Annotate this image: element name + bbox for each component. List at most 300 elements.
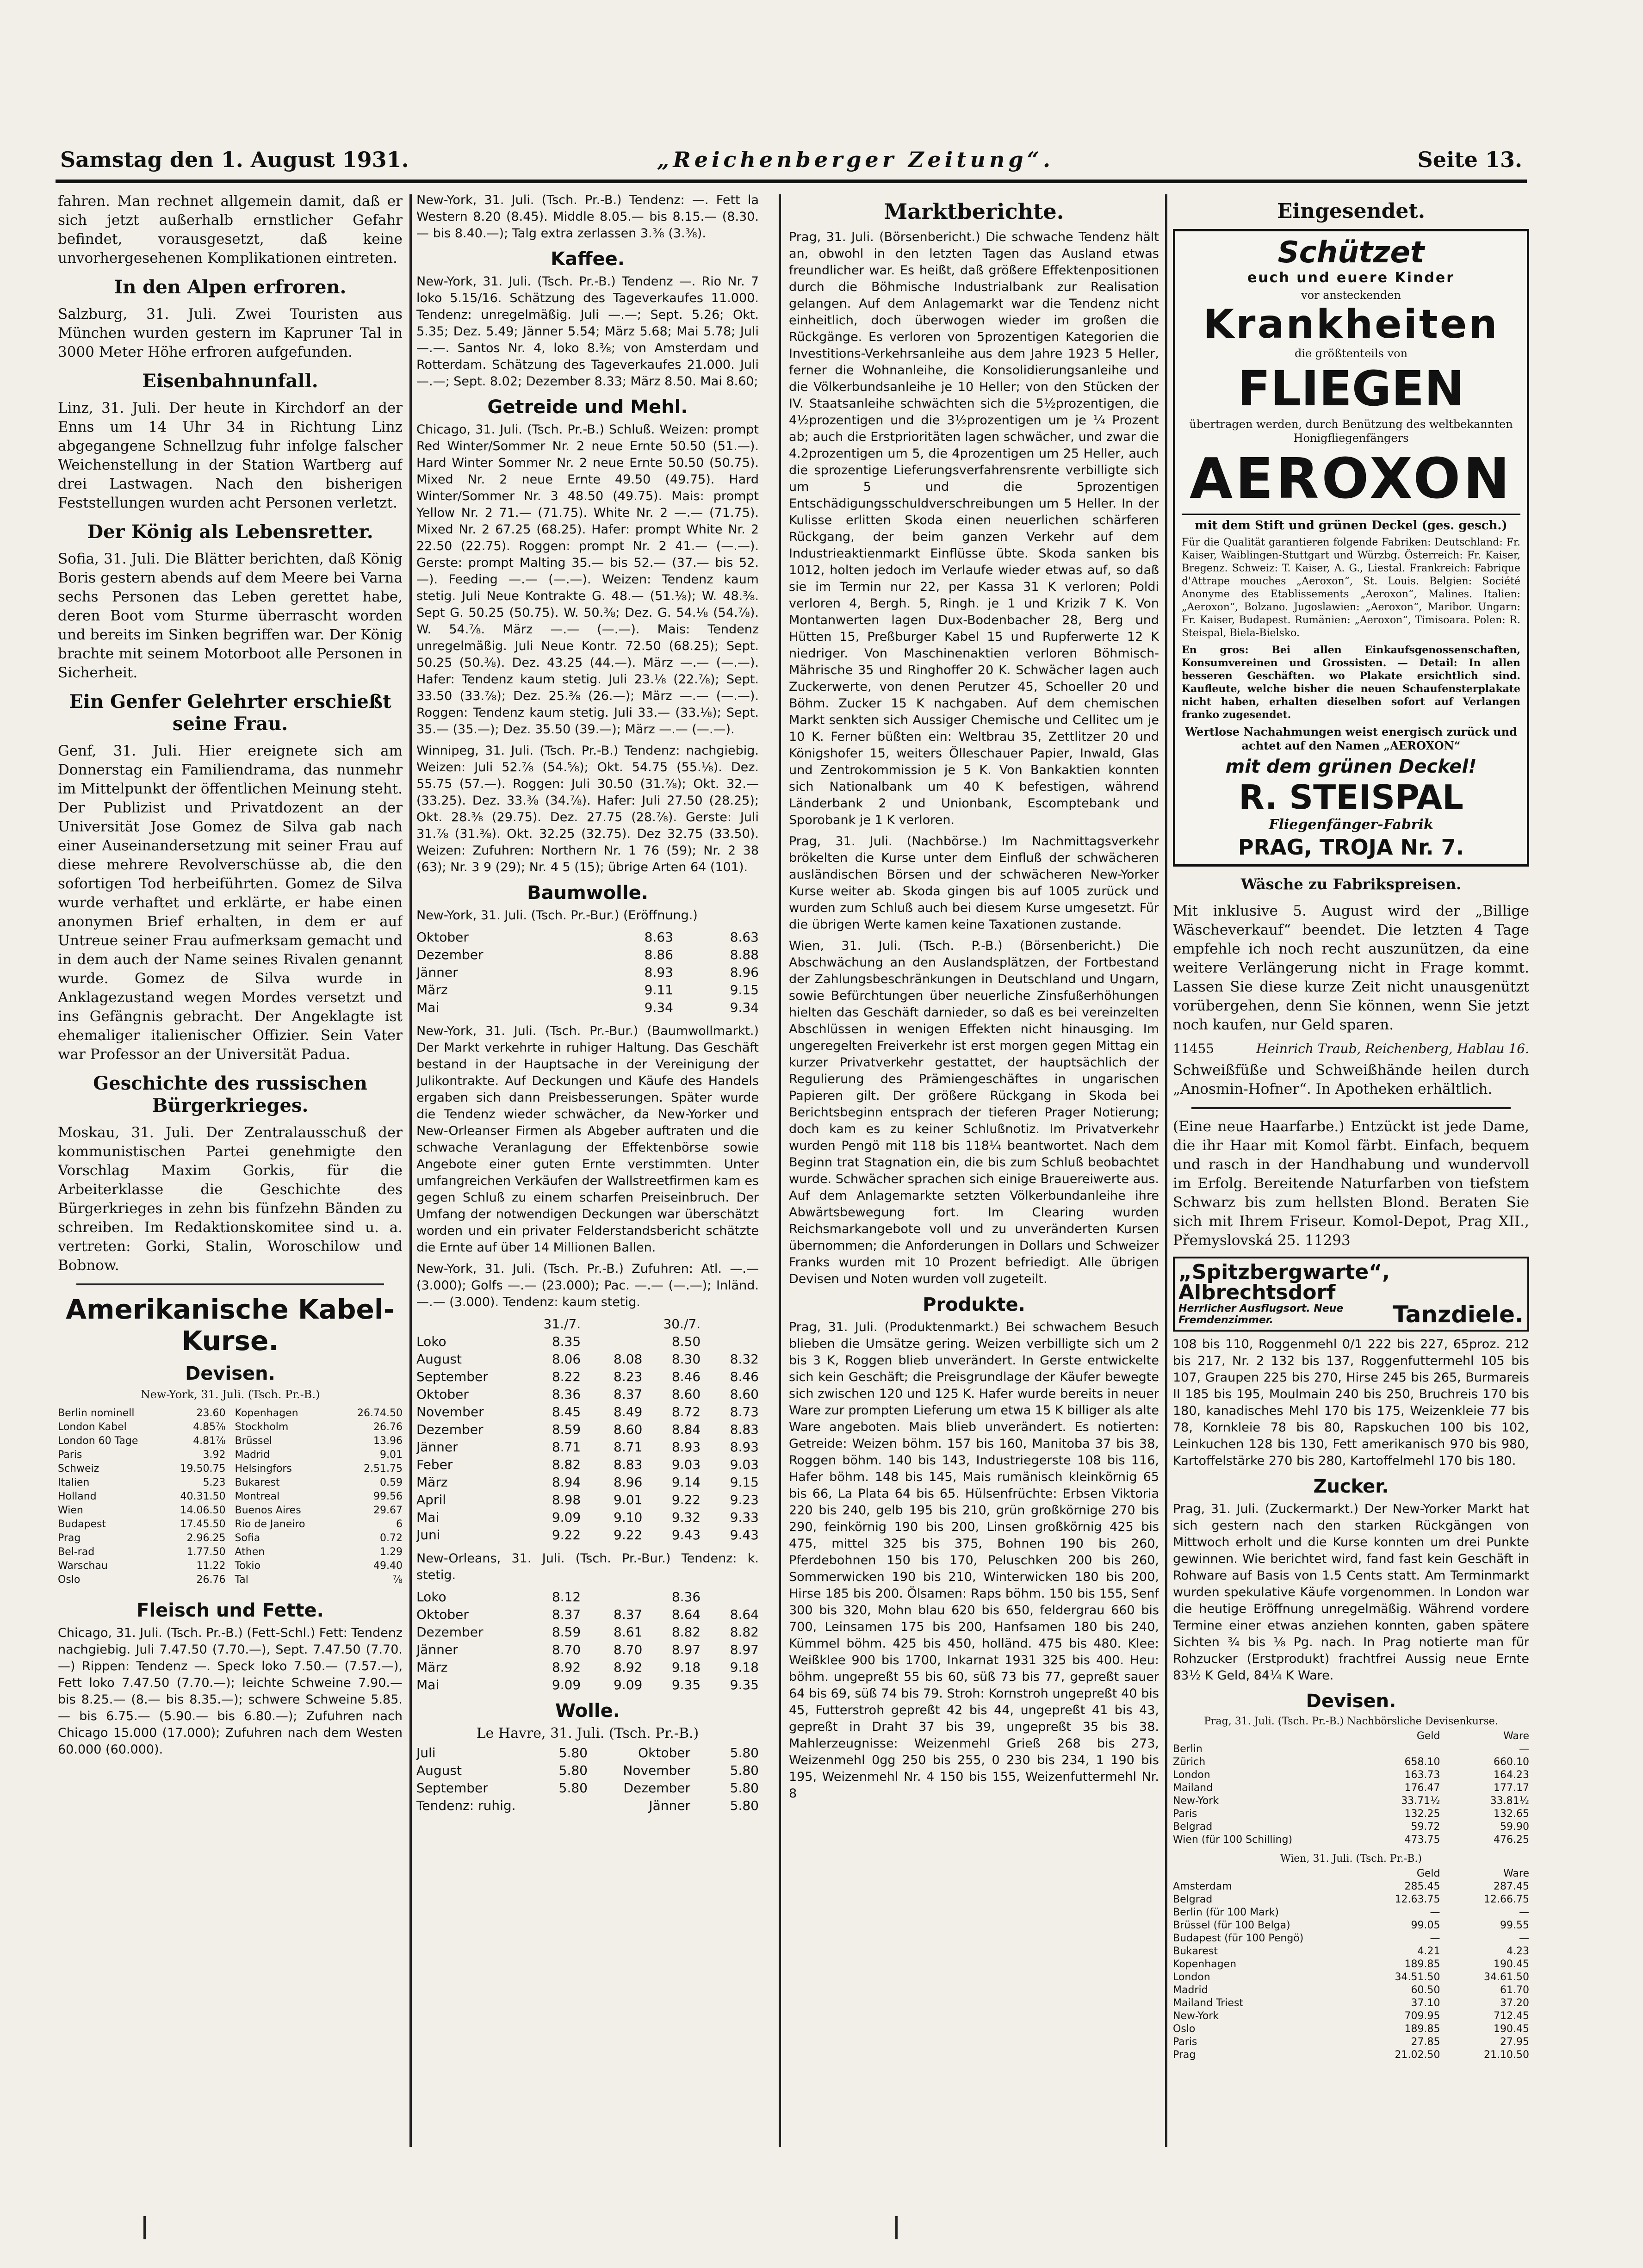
baumwolle-newyork-row-cell: 8.35 [552, 1334, 581, 1349]
waesche-signature [1173, 1041, 1529, 1056]
baumwolle-newyork-row-cell: 8.32 [730, 1351, 759, 1367]
baumwolle-newyork-row-cell: 31./7. [543, 1316, 581, 1332]
devisen-wien-row-cell: 12.63.75 [1395, 1894, 1440, 1905]
devisen-wien-row-cell: Amsterdam [1173, 1881, 1232, 1892]
baumwolle-newyork-row-cell: 8.60 [730, 1387, 759, 1402]
ad-krankheiten: Krankheiten [1203, 301, 1499, 347]
ad-line: mit dem Stift und grünen Deckel (ges. gesch.) [1182, 514, 1520, 533]
devisen-wien-row-cell: Kopenhagen [1173, 1958, 1237, 1970]
devisen-prag-row-cell [1173, 1730, 1351, 1743]
devisen-prag-row-cell: Zürich [1173, 1756, 1206, 1768]
baumwolle-neworleans-row [416, 1676, 759, 1694]
devisen-row-cell: Berlin nominell [58, 1407, 135, 1419]
article-text: Moskau, 31. Juli. Der Zentralausschuß der kommunistischen Partei genehmigte den Vorschlag Maxim Gorkis, für die Arbeiterklasse die Geschichte des Bürgerkrieges in zehn bis fünfzehn Bänden zu schreiben. Im Redaktionskomitee sind u. a. vertreten: Gorki, Stalin, Woroschilow und Bobnow. [58, 1124, 403, 1274]
baumwolle-newyork-row-cell [581, 1315, 642, 1333]
baumwolle-newyork-row-cell: 8.98 [552, 1492, 581, 1507]
header-title: „Reichenberger Zeitung“. [657, 147, 1054, 172]
devisen-wien-row-cell: 61.70 [1500, 1984, 1529, 1996]
devisen-row-cell: Tokio [235, 1560, 260, 1572]
baumwolle-neworleans-row-cell: 8.37 [614, 1607, 643, 1622]
devisen-wien-row-cell: — [1519, 1933, 1529, 1944]
winnipeg-text: Winnipeg, 31. Juli. (Tsch. Pr.-B.) Tendenz: nachgiebig. Weizen: Juli 52.⅞ (54.⅝); Okt. 54.75 (55.⅛). Dez. 55.75 (57.—). Roggen: Juli 30.50 (31.⅞); Okt. 32.— (33.25). Dez. 33.⅜ (34.⅞). Hafer: Juli 27.50 (28.25); Okt. 28.⅜ (29.75). Dez. 27.75 (28.⅞). Gerste: Juli 31.⅞ (31.⅜). Okt. 32.25 (32.75). Dez 32.75 (33.50). Weizen: Zufuhren: Northern Nr. 1 76 (59); Nr. 2 38 (63); Nr. 3 9 (29); Nr. 4 5 (15); übrige Arten 64 (101). [416, 744, 759, 874]
devisen-row-cell: Bukarest [235, 1477, 280, 1488]
ad-fliegen: FLIEGEN [1237, 360, 1465, 417]
devisen-table [58, 1404, 403, 1593]
baumwolle-newyork-row-cell: 8.23 [614, 1369, 643, 1384]
devisen-wien-row-cell: — [1430, 1907, 1440, 1918]
ad-line: übertragen werden, durch Benützung des weltbekannten Honigfliegenfängers [1189, 418, 1513, 445]
devisen-wien-row [1173, 1958, 1529, 1971]
baumwolle-title: Baumwolle. [527, 882, 648, 904]
devisen-wien-row-cell: — [1519, 1907, 1529, 1918]
devisen-row [58, 1518, 226, 1531]
baumwolle-newyork-row-cell: Mai [416, 1510, 440, 1525]
devisen-row-cell: 9.01 [380, 1449, 403, 1461]
mehl-text: 108 bis 110, Roggenmehl 0/1 222 bis 227, 65proz. 212 bis 217, Nr. 2 132 bis 137, Roggenfuttermehl 105 bis 107, Graupen 225 bis 270, Hirse 245 bis 265, Burmareis II 185 bis 195, Moulmain 240 bis 250, Bruchreis 170 bis 180, kanadisches Mehl 170 bis 175, Weizenkleie 77 bis 78, Kornkleie 78 bis 80, Rapskuchen 100 bis 102, Leinkuchen 128 bis 130, Fett amerikanisch 970 bis 980, Kartoffelstärke 270 bis 280, Kartoffelmehl 170 bis 180. [1173, 1337, 1529, 1468]
boersenbericht-text: Prag, 31. Juli. (Börsenbericht.) Die schwache Tendenz hält an, obwohl in den letzten Tagen das Ausland etwas freundlicher war. Es heißt, daß größere Effektenpositionen durch die Böhmische Industrialbank zur Realisation gelangen. Auf dem Anlagemarkt war die Tendenz nicht einheitlich, doch überwogen wieder im großen die Rückgänge. Es verloren von 5prozentigen Kategorien die Investitions-Verkehrsanleihe aus dem Jahre 1923 5 Heller, ferner die Wohnanleihe, die Konsolidierungsanleihe und die Völkerbundsanleihe je 10 Heller; von den Stücken der IV. Staatsanleihe schwächten sich die 5½prozentigen, die 4½prozentigen und die 3½prozentigen um je ¼ Prozent ab; auch die Erstprioritäten lagen schwächer, und zwar die 4.2prozentigen um 5, die 4prozentigen um 25 Heller, auch die sprozentige Lieferungsverfahrensrente verbilligte sich um 5 und die 5prozentigen Entschädigungsschuldverschreibungen um 5 Heller. In der Kulisse erlitten Skoda einen neuerlichen schärferen Rückgang, der beim ganzen Verkehr auf dem Industrieaktienmarkt Einflüsse übte. Skoda sanken bis 1012, holten jedoch im Verlaufe wieder etwas auf, so daß sie im Termin nur 22, per Kassa 31 K verloren; Poldi verloren 4, Bergh. 5, Ringh. je 1 und Krizik 7 K. Von Montanwerten lagen Dux-Bodenbacher 28, Berg und Hütten 15, Preßburger Kabel 15 und Rupferwerte 12 K niedriger. Von Maschinenaktien verloren Böhmisch-Mährische 35 und Ringhoffer 20 K. Schwächer lagen auch Zuckerwerte, von denen Perutzer 45, Schoeller 20 und Böhm. Zucker 15 K nachgaben. Auf dem chemischen Markt senkten sich Aussiger Chemische und Cellitec um je 10 K. Ferner büßten ein: Weltbrau 35, Zettlitzer 20 und Königshofer 15, weiters Ölleschauer Papier, Inwald, Glas und Zentrokommission je 5 K. Von Bankaktien konnten sich Nationalbank um 40 K befestigen, während Länderbank 2 und Unionbank, Escomptebank und Sporobank je 1 K verloren. [789, 230, 1159, 827]
baumwolle-row-cell: Oktober [416, 930, 469, 945]
article-title: In den Alpen erfroren. [114, 276, 347, 298]
devisen-wien-table [1173, 1867, 1529, 2062]
wolle-row [416, 1744, 759, 1762]
baumwolle-newyork-row [416, 1351, 759, 1368]
devisen-prag-row-cell: 473.75 [1404, 1834, 1440, 1846]
baumwolle-neworleans-table [416, 1588, 759, 1694]
devisen-row-cell: 99.56 [373, 1491, 403, 1502]
baumwolle-newyork-row-cell: 8.82 [552, 1457, 581, 1472]
baumwolle-newyork-row-cell: 9.22 [671, 1492, 701, 1507]
ad-address: PRAG, TROJA Nr. 7. [1238, 835, 1464, 860]
baumwolle-newyork-row-cell: 8.93 [671, 1439, 701, 1455]
devisen-wien-row-cell: 21.10.50 [1484, 2049, 1529, 2061]
baumwolle-neworleans-row-cell: 8.92 [552, 1660, 581, 1675]
fleisch-title: Fleisch und Fette. [136, 1600, 324, 1621]
devisen-row [235, 1407, 403, 1420]
devisen-prag-row-cell: 59.72 [1411, 1821, 1440, 1833]
baumwolle-neworleans-row-cell: 8.97 [671, 1642, 701, 1657]
baumwolle-row-cell: 9.11 [644, 982, 673, 998]
devisen-wien-row-cell: 190.45 [1494, 2023, 1529, 2035]
baumwolle-neworleans-row-cell: Jänner [416, 1642, 458, 1657]
article-title: Eisenbahnunfall. [142, 370, 318, 392]
devisen-wien-row-cell: 99.55 [1500, 1920, 1529, 1931]
devisen-wien-row-cell: 21.02.50 [1395, 2049, 1440, 2061]
wolle-subtitle: Le Havre, 31. Juli. (Tsch. Pr.-B.) [476, 1725, 699, 1741]
article-title: Ein Genfer Gelehrter erschießt seine Frau. [69, 691, 391, 735]
waesche-title: Wäsche zu Fabrikspreisen. [1240, 875, 1462, 893]
spitzbergwarte-row [1178, 1303, 1524, 1326]
baumwolle-newyork-row-cell: Oktober [416, 1387, 469, 1402]
ad-brand-logo: AEROXON [1190, 447, 1513, 511]
baumwolle-newyork-row-cell: 8.71 [552, 1439, 581, 1455]
baumwolle-newyork-row-cell: 8.46 [730, 1369, 759, 1384]
haarfarbe-text: (Eine neue Haarfarbe.) Entzückt ist jede Dame, die ihr Haar mit Komol färbt. Einfach, bequem und rasch in der Handhabung und wundervoll im Erfolg. Bereitende Naturfarben von tiefstem Schwarz bis zum hellsten Blond. Beraten Sie sich mit Ihrem Friseur. Komol-Depot, Prag XII., Přemyslovská 25. 11293 [1173, 1118, 1529, 1249]
devisen-row-cell: Rio de Janeiro [235, 1518, 305, 1530]
devisen-row-cell: 1.77.50 [186, 1546, 226, 1558]
baumwolle-neworleans-row [416, 1588, 759, 1606]
article-title: Geschichte des russischen Bürgerkrieges. [93, 1072, 367, 1116]
baumwolle-newyork-text: New-York, 31. Juli. (Tsch. Pr.-B.) Zufuhren: Atl. —.— (3.000); Golfs —.— (23.000); Pac. —.— (—.—); Inländ. —.— (3.000). Tendenz: kaum stetig. [416, 1262, 759, 1309]
spitzbergwarte-ad [1173, 1257, 1529, 1332]
devisen-wien-row-cell: Belgrad [1173, 1894, 1213, 1905]
devisen-prag-row-cell: Geld [1416, 1730, 1440, 1742]
devisen-wien-row-cell: Paris [1173, 2036, 1197, 2048]
devisen-prag-row-cell: Mailand [1173, 1782, 1213, 1794]
baumwolle-neworleans-row-cell: Dezember [416, 1624, 484, 1640]
baumwolle-newyork-row-cell [581, 1333, 642, 1351]
ad-number: 11455 [1173, 1041, 1215, 1056]
devisen-row-cell: 5.23 [203, 1477, 226, 1488]
baumwolle-newyork-row [416, 1315, 759, 1333]
article-continuation: fahren. Man rechnet allgemein damit, daß er sich jetzt außerhalb ernstlicher Gefahr befindet, vorausgesetzt, daß keine unvorhergesehenen Komplikationen eintreten. [58, 193, 403, 266]
baumwolle-newyork-row-cell: 8.36 [552, 1387, 581, 1402]
devisen-wien-row-cell: 34.61.50 [1484, 1971, 1529, 1983]
devisen-prag-row-cell: 177.17 [1494, 1782, 1529, 1794]
kaffee-text: New-York, 31. Juli. (Tsch. Pr.-B.) Tendenz —. Rio Nr. 7 loko 5.15/16. Schätzung des Tageverkaufes 11.000. Tendenz: unregelmäßig. Juli —.—; Sept. 5.26; Okt. 5.35; Dez. 5.49; Jänner 5.54; März 5.68; Mai 5.78; Juli —.—. Santos Nr. 4, loko 8.⅜; von Amsterdam und Rotterdam. Schätzung des Tageverkaufes 21.000. Juli —.—; Sept. 8.02; Dezember 8.33; März 8.50. Mai 8.60; [416, 274, 759, 389]
baumwolle-row-cell: Dezember [416, 947, 484, 962]
baumwolle-newyork-row-cell: 8.08 [614, 1351, 643, 1367]
devisen-row-cell: Buenos Aires [235, 1505, 301, 1516]
baumwolle-neworleans-row-cell: 9.09 [552, 1677, 581, 1692]
section-divider [76, 1283, 384, 1285]
baumwolle-row-cell: 8.63 [730, 930, 759, 945]
wolle-row-cell: Jänner [649, 1798, 690, 1813]
devisen-row [58, 1573, 226, 1587]
baumwolle-newyork-row-cell: April [416, 1492, 446, 1507]
baumwolle-newyork-row [416, 1491, 759, 1509]
devisen-row [235, 1462, 403, 1476]
devisen-row-cell: Helsingfors [235, 1463, 292, 1475]
devisen-row [235, 1490, 403, 1504]
header-date: Samstag den 1. August 1931. [60, 147, 409, 172]
baumwolle-newyork-row-cell: Juni [416, 1527, 440, 1543]
fleisch-text: Chicago, 31. Juli. (Tsch. Pr.-B.) (Fett-Schl.) Fett: Tendenz nachgiebig. Juli 7.47.50 (7.70.—), Sept. 7.47.50 (7.70.—) Rippen: Tendenz —. Speck loko 7.50.— (7.57.—), Fett loko 7.47.50 (7.70.—); leichte Schweine 7.90.— bis 8.25.— (8.— bis 8.35.—); schwere Schweine 5.85.— bis 6.75.— (5.90.— bis 6.80.—); Zufuhren nach Chicago 15.000 (17.000); Zufuhren nach dem Westen 60.000 (60.000). [58, 1626, 403, 1757]
baumwolle-newyork-row-cell: 8.93 [730, 1439, 759, 1455]
devisen-wien-row-cell: 189.85 [1404, 1958, 1440, 1970]
devisen-row-cell: ⅞ [392, 1574, 403, 1586]
devisen-wien-row-cell: 60.50 [1411, 1984, 1440, 1996]
devisen-prag-row [1173, 1821, 1529, 1834]
wolle-table [416, 1744, 759, 1815]
baumwolle-row-cell: 8.93 [644, 965, 673, 980]
devisen-wien-row-cell: Madrid [1173, 1984, 1208, 1996]
baumwolle-newyork-row-cell: August [416, 1351, 462, 1367]
ad-line: euch und euere Kinder [1247, 270, 1455, 286]
devisen-row-cell: 14.06.50 [180, 1505, 226, 1516]
column-3 [789, 192, 1159, 2158]
baumwolle-row-cell: 8.96 [730, 965, 759, 980]
kaffee-title: Kaffee. [551, 248, 625, 270]
marktberichte-title: Marktberichte. [884, 199, 1064, 224]
devisen-subtitle: Prag, 31. Juli. (Tsch. Pr.-B.) Nachbörsliche Devisenkurse. [1204, 1716, 1498, 1727]
devisen-wien-row-cell: Budapest (für 100 Pengö) [1173, 1933, 1304, 1944]
header-page-number: Seite 13. [1417, 147, 1522, 172]
devisen-wien-row [1173, 1971, 1529, 1984]
baumwolle-newyork-table [416, 1315, 759, 1544]
devisen-wien-row-cell: 37.10 [1411, 1997, 1440, 2009]
baumwolle-neworleans-row-cell: 9.35 [671, 1677, 701, 1692]
baumwolle-row-cell: 9.34 [644, 1000, 673, 1015]
devisen-wien-row [1173, 1867, 1529, 1880]
baumwolle-neworleans-row-cell [701, 1588, 759, 1606]
ad-line: vor ansteckenden [1301, 289, 1401, 302]
baumwolle-newyork-row-cell: 8.96 [614, 1475, 643, 1490]
baumwolle-row-cell: 9.34 [730, 1000, 759, 1015]
baumwolle-newyork-row-cell: 8.73 [730, 1404, 759, 1419]
devisen-row-cell: Schweiz [58, 1463, 99, 1475]
devisen-wien-row-cell: 287.45 [1494, 1881, 1529, 1892]
devisen-prag-row-cell: 132.25 [1404, 1808, 1440, 1820]
baumwolle-row [416, 964, 759, 981]
devisen-prag-row-cell: Berlin [1173, 1743, 1203, 1755]
devisen-wien-row-cell: 99.05 [1411, 1920, 1440, 1931]
devisen-wien-row [1173, 1997, 1529, 2010]
waesche-text: Mit inklusive 5. August wird der „Billige Wäscheverkauf“ beendet. Die letzten 4 Tage empfehle ich noch recht auszunützen, da eine weitere Verlängerung nicht in Frage kommt. Lassen Sie diese kurze Zeit nicht unausgenützt vorübergehen, denn Sie können, wenn Sie jetzt noch kaufen, nur Geld sparen. [1173, 903, 1529, 1033]
devisen-wien-row-cell: 712.45 [1494, 2010, 1529, 2022]
baumwolle-newyork-row [416, 1368, 759, 1386]
baumwolle-neworleans-row-cell: März [416, 1660, 448, 1675]
devisen-wien-row-cell: Bukarest [1173, 1946, 1218, 1957]
devisen-prag-row-cell: Ware [1503, 1730, 1529, 1742]
baumwolle-neworleans-row-cell [581, 1588, 642, 1606]
devisen-wien-row-cell: 4.23 [1507, 1946, 1529, 1957]
baumwolle-newyork-row-cell: 9.01 [614, 1492, 643, 1507]
devisen-prag-row-cell: 660.10 [1494, 1756, 1529, 1768]
ad-fabrik: Fliegenfänger-Fabrik [1269, 817, 1433, 833]
baumwolle-neworleans-row [416, 1624, 759, 1641]
devisen-row-cell: Tal [235, 1574, 248, 1586]
column-1 [58, 192, 403, 2158]
baumwolle-neworleans-row-cell: 9.18 [671, 1660, 701, 1675]
devisen-row [58, 1448, 226, 1462]
devisen-row-cell: 2.51.75 [364, 1463, 403, 1475]
devisen-prag-row-cell: Belgrad [1173, 1821, 1213, 1833]
devisen-row [235, 1434, 403, 1448]
devisen-row-cell: 2.96.25 [186, 1532, 226, 1544]
devisen-row-cell: 26.76 [373, 1421, 403, 1433]
baumwolle-neworleans-row-cell: 8.70 [552, 1642, 581, 1657]
produktenmarkt-text: Prag, 31. Juli. (Produktenmarkt.) Bei schwachem Besuch blieben die Umsätze gering. Weizen verbilligte sich um 2 bis 3 K, Roggen blieb unverändert. In Gerste entwickelte sich kein Geschäft; die Preisgrundlage der Käufer bewegte sich zwischen 120 und 125 K. Hafer wurde bereits in neuer Ware zur prompten Lieferung um etwa 15 K billiger als alte Ware angeboten. Mais blieb unverändert. Es notierten: Getreide: Weizen böhm. 157 bis 160, Manitoba 37 bis 38, Roggen böhm. 140 bis 143, Industriegerste 108 bis 116, Hafer böhm. 148 bis 145, Mais rumänisch kleinkörnig 65 bis 66, La Plata 64 bis 65. Hülsenfrüchte: Erbsen Viktoria 220 bis 240, gelb 195 bis 210, grün großkörnige 270 bis 290, feinkörnig 190 bis 200, Linsen großkörnig 425 bis 475, mittel 325 bis 375, Bohnen 190 bis 260, Pferdebohnen 150 bis 170, Peluschken 200 bis 260, Sommerwicken 190 bis 210, Winterwicken 180 bis 200, Hirse 185 bis 200. Ölsamen: Raps böhm. 150 bis 155, Senf 300 bis 320, Mohn blau 620 bis 650, feldergrau 660 bis 700, Leinsamen 175 bis 200, Hanfsamen 180 bis 240, Kümmel böhm. 425 bis 450, holländ. 475 bis 480. Klee: Weißklee 900 bis 1700, Inkarnat 1931 325 bis 400. Heu: böhm. ungepreßt 55 bis 60, süß 73 bis 77, gepreßt sauer 64 bis 69, süß 74 bis 79. Stroh: Kornstroh ungepreßt 40 bis 45, Futterstroh gepreßt 42 bis 44, ungepreßt 41 bis 43, gepreßt in Draht 37 bis 39, ungepreßt 35 bis 38. Mahlerzeugnisse: Weizenmehl Grieß 268 bis 273, Weizenmehl 0gg 250 bis 255, 0 230 bis 234, 1 190 bis 195, Weizenmehl Nr. 4 150 bis 155, Weizenfuttermehl Nr. 8 [789, 1320, 1159, 1801]
getreide-title: Getreide und Mehl. [487, 397, 688, 418]
schweiss-text: Schweißfüße und Schweißhände heilen durch „Anosmin-Hofner“. In Apotheken erhältlich. [1173, 1062, 1529, 1097]
baumwolle-row [416, 929, 759, 946]
baumwolle-newyork-row [416, 1438, 759, 1456]
baumwolle-row-cell: März [416, 982, 448, 998]
devisen-row [235, 1573, 403, 1587]
baumwolle-newyork-row-cell: 9.33 [730, 1510, 759, 1525]
devisen-row-cell: 11.22 [196, 1560, 226, 1572]
devisen-prag-row-cell: London [1173, 1769, 1210, 1781]
spitzbergwarte-tanz: Tanzdiele. [1393, 1301, 1524, 1328]
baumwolle-newyork-row-cell: 8.22 [552, 1369, 581, 1384]
devisen-wien-row-cell: — [1430, 1933, 1440, 1944]
devisen-wien-row-cell: Mailand Triest [1173, 1997, 1244, 2009]
baumwolle-subtitle: New-York, 31. Juli. (Tsch. Pr.-Bur.) (Eröffnung.) [416, 908, 698, 923]
baumwolle-neworleans-row-cell: 8.97 [730, 1642, 759, 1657]
baumwolle-row [416, 999, 759, 1016]
baumwolle-row-cell: 8.63 [644, 930, 673, 945]
devisen-row [235, 1518, 403, 1531]
devisen-row [235, 1559, 403, 1573]
wolle-row-cell: Dezember [623, 1780, 690, 1796]
baumwolle-newyork-row-cell: 8.06 [552, 1351, 581, 1367]
devisen-row-cell: Oslo [58, 1574, 81, 1586]
devisen-row-cell: 26.76 [196, 1574, 226, 1586]
baumwolle-neworleans-row-cell: 8.82 [671, 1624, 701, 1640]
devisen-wien-row-cell: 189.85 [1404, 2023, 1440, 2035]
devisen-prag-row-cell: 33.81½ [1490, 1795, 1529, 1807]
baumwolle-neworleans-row-cell: Oktober [416, 1607, 469, 1622]
devisen-wien-row-cell: New-York [1173, 2010, 1219, 2022]
devisen-prag-row [1173, 1730, 1529, 1743]
baumwolle-newyork-row-cell: 9.22 [552, 1527, 581, 1543]
baumwolle-neworleans-row-cell: 8.82 [730, 1624, 759, 1640]
baumwolle-newyork-row-cell: Loko [416, 1334, 446, 1349]
devisen-row-cell: 4.85⅞ [193, 1421, 226, 1433]
baumwolle-newyork-row-cell: 8.30 [671, 1351, 701, 1367]
zucker-title: Zucker. [1313, 1476, 1389, 1497]
getreide-text: Chicago, 31. Juli. (Tsch. Pr.-B.) Schluß. Weizen: prompt Red Winter/Sommer Nr. 2 neue Ernte 50.50 (51.—). Hard Winter Sommer Nr. 2 neue Ernte 50.50 (50.75). Mixed Nr. 2 neue Ernte 49.50 (49.75). Hard Winter/Sommer Nr. 3 48.50 (49.75). Mais: prompt Yellow Nr. 2 71.— (71.75). White Nr. 2 —.— (71.75). Mixed Nr. 2 67.25 (68.25). Hafer: prompt White Nr. 2 22.50 (22.75). Roggen: prompt Nr. 2 41.— (—.—). Gerste: prompt Malting 35.— bis 52.— (37.— bis 52.—). Feeding —.— (—.—). Weizen: Tendenz kaum stetig. Juli Neue Kontrakte G. 48.— (51.⅛); W. 48.⅜. Sept G. 50.25 (50.75). W. 50.⅜; Dez. G. 54.⅛ (54.⅞). W. 54.⅞. März —.— (—.—). Mais: Tendenz unregelmäßig. Juli Neue Kontr. 72.50 (68.25); Sept. 50.25 (50.⅜). Dez. 43.25 (44.—). März —.— (—.—). Hafer: Tendenz kaum stetig. Juli 23.⅛ (22.⅞); Sept. 33.50 (33.⅞); Dez. 25.⅜ (26.—); März —.— (—.—). Roggen: Tendenz kaum stetig. Juli 33.— (33.⅛); Sept. 35.— (35.—); Dez. 35.50 (39.—); März —.— (—.—). [416, 422, 759, 737]
devisen-wien-row [1173, 1945, 1529, 1958]
baumwolle-newyork-row-cell: 8.72 [671, 1404, 701, 1419]
baumwolle-newyork-row-cell: 9.14 [671, 1475, 701, 1490]
baumwolle-newyork-row-cell: 9.10 [614, 1510, 643, 1525]
devisen-wien-row-cell: Brüssel (für 100 Belga) [1173, 1920, 1290, 1931]
baumwolle-newyork-row-cell: Jänner [416, 1439, 458, 1455]
devisen-prag-row-cell: 176.47 [1404, 1782, 1440, 1794]
baumwolle-neworleans-row-cell: 8.70 [614, 1642, 643, 1657]
devisen-wien-row [1173, 2049, 1529, 2062]
devisen-row-cell: Holland [58, 1491, 97, 1502]
baumwolle-newyork-row-cell: 8.83 [614, 1457, 643, 1472]
baumwolle-newyork-row [416, 1386, 759, 1403]
devisen-row-cell: 49.40 [373, 1560, 403, 1572]
baumwolle-neworleans-text: New-Orleans, 31. Juli. (Tsch. Pr.-Bur.) Tendenz: k. stetig. [416, 1551, 759, 1582]
baumwolle-newyork-row-cell: 9.22 [614, 1527, 643, 1543]
devisen-row [235, 1504, 403, 1518]
baumwolle-newyork-row [416, 1333, 759, 1351]
devisen-prag-row-cell: 164.23 [1494, 1769, 1529, 1781]
devisen-row-cell: Madrid [235, 1449, 270, 1461]
article-text: Salzburg, 31. Juli. Zwei Touristen aus München wurden gestern im Kapruner Tal in 3000 Meter Höhe erfroren aufgefunden. [58, 306, 403, 360]
baumwolle-newyork-row-cell: 9.03 [671, 1457, 701, 1472]
devisen-wien-row-cell: 12.66.75 [1484, 1894, 1529, 1905]
devisen-row-cell: Brüssel [235, 1435, 273, 1447]
column-rule [409, 194, 412, 2147]
wolle-row-cell: Tendenz: ruhig. [416, 1798, 516, 1813]
devisen-row-cell: Prag [58, 1532, 81, 1544]
baumwolle-row-cell: 8.86 [644, 947, 673, 962]
baumwolle-newyork-row-cell: Feber [416, 1457, 453, 1472]
devisen-row-cell: Budapest [58, 1518, 106, 1530]
devisen-row-cell: 4.81⅞ [193, 1435, 226, 1447]
devisen-wien-row-cell: 285.45 [1404, 1881, 1440, 1892]
baumwolle-neworleans-row-cell: 8.61 [614, 1624, 643, 1640]
devisen-prag-row [1173, 1743, 1529, 1756]
section-divider [1191, 1107, 1511, 1109]
wolle-row-cell: Juli [416, 1745, 436, 1760]
devisen-wien-row-cell: 709.95 [1404, 2010, 1440, 2022]
column-rule [779, 194, 781, 2147]
devisen-row-cell: Warschau [58, 1560, 108, 1572]
devisen-prag-row-cell: 33.71½ [1401, 1795, 1440, 1807]
devisen-row [58, 1420, 226, 1434]
baumwolle-neworleans-row-cell: 8.37 [552, 1607, 581, 1622]
article-text: Sofia, 31. Juli. Die Blätter berichten, daß König Boris gestern abends auf dem Meere bei Varna sechs Personen das Leben gerettet habe, deren Boot vom Sturme überrascht worden und bereits im Sinken begriffen war. Der König brachte mit seinem Motorboot alle Personen in Sicherheit. [58, 551, 403, 681]
devisen-title: Devisen. [185, 1363, 275, 1384]
devisen-row [58, 1476, 226, 1490]
baumwolle-newyork-row [416, 1403, 759, 1421]
devisen-row-cell: Kopenhagen [235, 1407, 298, 1419]
devisen-wien-row [1173, 1932, 1529, 1945]
devisen-title: Devisen. [1306, 1691, 1396, 1712]
devisen-row [58, 1434, 226, 1448]
devisen-wien-row-cell: 27.95 [1500, 2036, 1529, 2048]
baumwolle-newyork-row-cell: 8.50 [671, 1334, 701, 1349]
ad-fine-print: Für die Qualität garantieren folgende Fabriken: Deutschland: Fr. Kaiser, Waiblingen-Stuttgart und Würzbg. Österreich: Fr. Kaiser, Bregenz. Schweiz: T. Kaiser, A. G., Liestal. Frankreich: Fabrique d'Attrape mouches „Aeroxon“, St. Louis. Belgien: Société Anonyme des Etablissements „Aeroxon“, Malines. Italien: „Aeroxon“, Bolzano. Jugoslawien: „Aeroxon“, Maribor. Ungarn: Fr. Kaiser, Budapest. Rumänien: „Aeroxon“, Timisoara. Polen: R. Steispal, Biela-Bielsko. [1182, 537, 1520, 639]
devisen-row-cell: 6 [396, 1518, 403, 1530]
baumwolle-newyork-row-cell: November [416, 1404, 484, 1419]
article-text: Genf, 31. Juli. Hier ereignete sich am Donnerstag ein Familiendrama, das nunmehr im Mittelpunkt der öffentlichen Meinung steht. Der Publizist und Privatdozent an der Universität Jose Gomez de Silva gab nach einer Auseinandersetzung mit seiner Frau auf diese mehrere Revolverschüsse ab, die den sofortigen Tod herbeiführten. Gomez de Silva wurde verhaftet und erklärte, er habe einen anonymen Brief erhalten, in dem er auf Untreue seiner Frau aufmerksam gemacht und in dem auch der Name seines Rivalen genannt wurde. Gomez de Silva wurde in Anklagezustand wegen Mordes versetzt und ins Gefängnis gebracht. Der Angeklagte ist ehemaliger italienischer Offizier. Sein Vater war Professor an der Universität Padua. [58, 743, 403, 1063]
wien-boerse-text: Wien, 31. Juli. (Tsch. P.-B.) (Börsenbericht.) Die Abschwächung an den Auslandsplätzen, der Fortbestand der Zahlungsbeschränkungen in Deutschland und Ungarn, sowie Befürchtungen über neuerliche Zinsfußerhöhungen hielten das Geschäft darnieder, so daß es bei vereinzelten Abschlüssen in wenigen Effekten nicht hinausging. Im ungeregelten Freiverkehr ist erst morgen gegen Mittag ein kurzer Privatverkehr gestattet, der hauptsächlich der Regulierung des Prämiengeschäftes in ungarischen Papieren gilt. Der größere Rückgang in Skoda bei Berichtsbeginn entsprach der tieferen Prager Notierung; doch kam es zu keiner Schlußnotiz. Im Privatverkehr wurden Pengö mit 118 bis 118¼ beantwortet. Nach dem Beginn trat Stagnation ein, die bis zum Schluß beobachtet wurde. Schwächer sprachen sich einige Brauereiwerte aus. Auf dem Anlagemarkte setzten Völkerbundanleihe ihre Abwärtsbewegung fort. Im Clearing wurden Reichsmarkangebote voll und zu unveränderten Kursen übernommen; die Anforderungen in Dollars und Schweizer Franks wurden mit 10 Prozent befriedigt. Alle übrigen Devisen und Noten wurden voll zugeteilt. [789, 939, 1159, 1286]
wolle-row-cell: 5.80 [730, 1745, 759, 1760]
devisen-row [58, 1545, 226, 1559]
page-mark [895, 2216, 898, 2239]
baumwolle-row [416, 946, 759, 964]
wolle-row-cell: 5.80 [730, 1780, 759, 1796]
devisen-wien-row-cell: 4.21 [1417, 1946, 1440, 1957]
devisen-row-cell: Wien [58, 1505, 83, 1516]
baumwolle-newyork-row-cell [701, 1315, 759, 1333]
devisen-row-cell: 19.50.75 [180, 1463, 226, 1475]
devisen-wien-row [1173, 2023, 1529, 2036]
baumwolle-row-cell: Mai [416, 1000, 440, 1015]
devisen-prag-row-cell: Paris [1173, 1808, 1197, 1820]
wolle-row-cell: November [623, 1763, 690, 1778]
devisen-row [235, 1545, 403, 1559]
devisen-wien-row-cell: 34.51.50 [1395, 1971, 1440, 1983]
devisen-wien-row-cell: Prag [1173, 2049, 1196, 2061]
column-4 [1173, 192, 1529, 2158]
baumwolle-newyork-row [416, 1456, 759, 1474]
devisen-row [58, 1559, 226, 1573]
devisen-wien-row-cell: Geld [1416, 1868, 1440, 1879]
wolle-row-cell: Oktober [638, 1745, 690, 1760]
spitzbergwarte-sub: Herrlicher Ausflugsort. Neue Fremdenzimmer. [1178, 1303, 1344, 1326]
baumwolle-neworleans-row-cell: 9.35 [730, 1677, 759, 1692]
baumwolle-neworleans-row-cell: 9.18 [730, 1660, 759, 1675]
baumwolle-table [416, 929, 759, 1016]
baumwolle-newyork-row-cell: 8.83 [730, 1422, 759, 1437]
article-text: Linz, 31. Juli. Der heute in Kirchdorf an der Enns um 14 Uhr 34 in Richtung Linz abgegangene Schnellzug fuhr infolge falscher Weichenstellung in der Station Wartberg auf drei Lastwagen. Nach den bisherigen Feststellungen wurden acht Personen verletzt. [58, 400, 403, 511]
devisen-row [58, 1490, 226, 1504]
column-2 [416, 192, 759, 2158]
devisen-wien-row-cell [1173, 1867, 1351, 1880]
wolle-row-cell: September [416, 1780, 488, 1796]
devisen-wien-row [1173, 2010, 1529, 2023]
zucker-text: Prag, 31. Juli. (Zuckermarkt.) Der New-Yorker Markt hat sich gestern nach den starken Rückgängen von Mittwoch erholt und die Kurse konnten um drei Punkte gewinnen. Wie berichtet wird, fand fast kein Geschäft in Rohware auf Basis von 1.5 Cents statt. Am Terminmarkt wurden spekulative Käufe vorgenommen. In London war die heutige Eröffnung unregelmäßig. Während vordere Termine einer etwas anziehen konnten, gaben spätere Sichten ¾ bis ⅛ Pg. nach. In Prag notierte man für Rohzucker (Erstprodukt) frachtfrei Aussig neue Ernte 83½ K Geld, 84¼ K Ware. [1173, 1502, 1529, 1683]
devisen-wien-row [1173, 2036, 1529, 2049]
wolle-row-cell [519, 1797, 588, 1815]
baumwolle-newyork-row-cell: 9.32 [671, 1510, 701, 1525]
baumwolle-newyork-row-cell: März [416, 1475, 448, 1490]
nachboerse-text: Prag, 31. Juli. (Nachbörse.) Im Nachmittagsverkehr brökelten die Kurse unter dem Einfluß der schwächeren ausländischen Börsen und der schwächeren New-Yorker Kurse weiter ab. Skoda gingen bis auf 1005 zurück und wurden zum Schluß auch bei diesem Kurse umgesetzt. Für die übrigen Werte kamen keine Taxationen zustande. [789, 834, 1159, 932]
baumwolle-newyork-row-cell [416, 1315, 519, 1333]
devisen-prag-row-cell: Wien (für 100 Schilling) [1173, 1834, 1293, 1846]
devisen-row-cell: Sofia [235, 1532, 260, 1544]
article-title: Der König als Lebensretter. [87, 521, 373, 543]
devisen-row-cell: Athen [235, 1546, 265, 1558]
